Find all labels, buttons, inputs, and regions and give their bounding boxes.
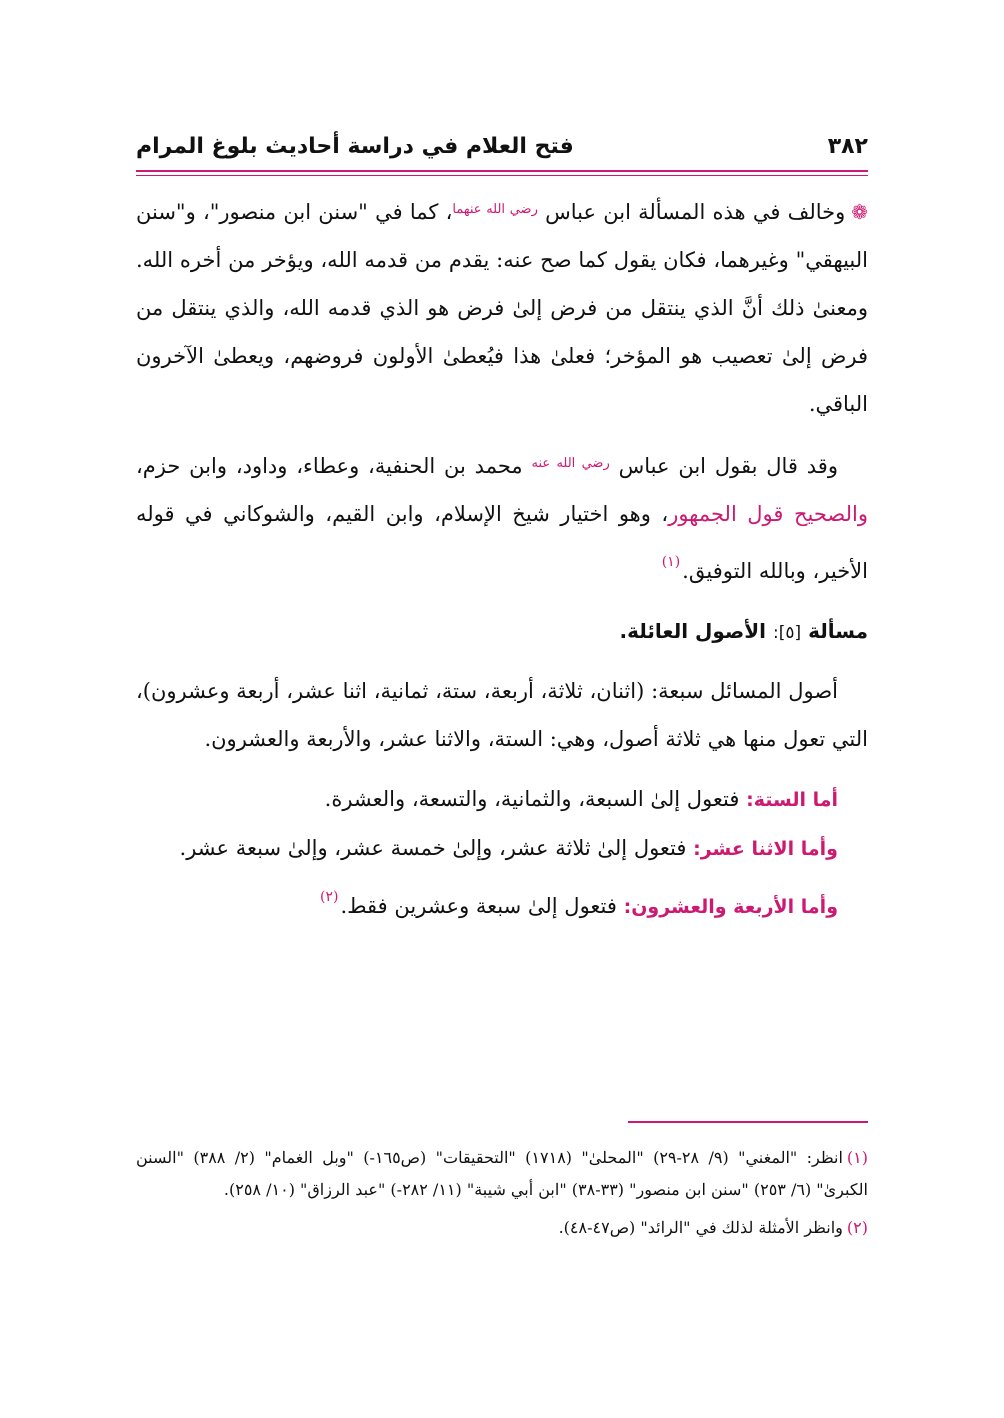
- footnote-ref-1[interactable]: (١): [661, 554, 681, 570]
- p1-text-b: ، كما في "سنن ابن منصور"، و"سنن البيهقي" وغيرهما، فكان يقول كما صح عنه: يقدم من قدمه الله، ويؤخر من أخره الله. ومعنىٰ ذلك أنَّ الذي ينتقل من فرض إلىٰ فرض هو الذي قدمه الله، والذي ينتقل من فرض إلىٰ تعصيب هو المؤخر؛ فعلىٰ هذا فيُعطىٰ الأولون فروضهم، ويعطىٰ الآخرون الباقي.: [136, 200, 868, 416]
- heading-number: [٥]:: [772, 623, 802, 643]
- sub-label: أما الستة:: [746, 789, 838, 811]
- footnote-text: انظر: "المغني" (٩/ ٢٨-٢٩) "المحلىٰ" (١٧١٨) "التحقيقات" (ص١٦٥-) "وبل الغمام" (٢/ ٣٨٨) "السنن الكبرىٰ" (٦/ ٢٥٣) "سنن ابن منصور" (٣٣-٣٨) "ابن أبي شيبة" (١١/ ٢٨٢-) "عبد الرزاق" (١٠/ ٢٥٨).: [136, 1148, 868, 1199]
- section-heading: [136, 607, 868, 657]
- highlighted-phrase: والصحيح قول الجمهور: [668, 502, 868, 526]
- footnote-1: [136, 1142, 868, 1206]
- main-text: [136, 186, 868, 931]
- p2-text-c: ، وهو اختيار شيخ الإسلام، وابن القيم، والشوكاني في قوله الأخير، وبالله التوفيق.: [136, 502, 868, 583]
- sub-item-twelve: [136, 824, 868, 873]
- p2-text-a: وقد قال بقول ابن عباس: [618, 454, 838, 478]
- sub-text: فتعول إلىٰ السبعة، والثمانية، والتسعة، والعشرة.: [324, 787, 740, 811]
- sub-text: فتعول إلىٰ ثلاثة عشر، وإلىٰ خمسة عشر، وإلىٰ سبعة عشر.: [179, 836, 687, 860]
- header-rule: [136, 170, 868, 172]
- p1-text-a: وخالف في هذه المسألة ابن عباس: [545, 200, 846, 224]
- book-title: فتح العلام في دراسة أحاديث بلوغ المرام: [136, 133, 574, 159]
- honorific: رضي الله عنه: [531, 456, 610, 471]
- header-rule-thin: [136, 175, 868, 176]
- paragraph-2: [136, 440, 868, 595]
- page-header: [136, 126, 868, 166]
- sub-label: وأما الاثنا عشر:: [693, 838, 838, 860]
- footnote-ref-2[interactable]: (٢): [319, 889, 339, 905]
- footnote-number: (١): [846, 1148, 868, 1167]
- footnotes: [136, 1142, 868, 1250]
- sub-item-twenty-four: [136, 873, 868, 931]
- sub-label: وأما الأربعة والعشرون:: [623, 896, 838, 918]
- flower-icon: ❁: [851, 200, 869, 224]
- heading-title: الأصول العائلة.: [619, 619, 767, 643]
- paragraph-3: أصول المسائل سبعة: (اثنان، ثلاثة، أربعة، ستة، ثمانية، اثنا عشر، أربعة وعشرون)، التي تعول منها هي ثلاثة أصول، وهي: الستة، والاثنا عشر، والأربعة والعشرون.: [136, 679, 868, 751]
- heading-label: مسألة: [808, 619, 868, 643]
- footnote-number: (٢): [846, 1218, 868, 1237]
- p2-text-b: محمد بن الحنفية، وعطاء، وداود، وابن حزم،: [136, 454, 523, 478]
- page-number: ٣٨٢: [827, 133, 868, 159]
- honorific: رضي الله عنهما: [452, 202, 538, 217]
- footnote-2: [136, 1212, 868, 1244]
- footnote-text: وانظر الأمثلة لذلك في "الرائد" (ص٤٧-٤٨).: [558, 1218, 843, 1237]
- paragraph-1: [136, 186, 868, 428]
- sub-item-six: [136, 775, 868, 824]
- footnote-separator: [628, 1121, 868, 1123]
- sub-text: فتعول إلىٰ سبعة وعشرين فقط.: [340, 894, 617, 918]
